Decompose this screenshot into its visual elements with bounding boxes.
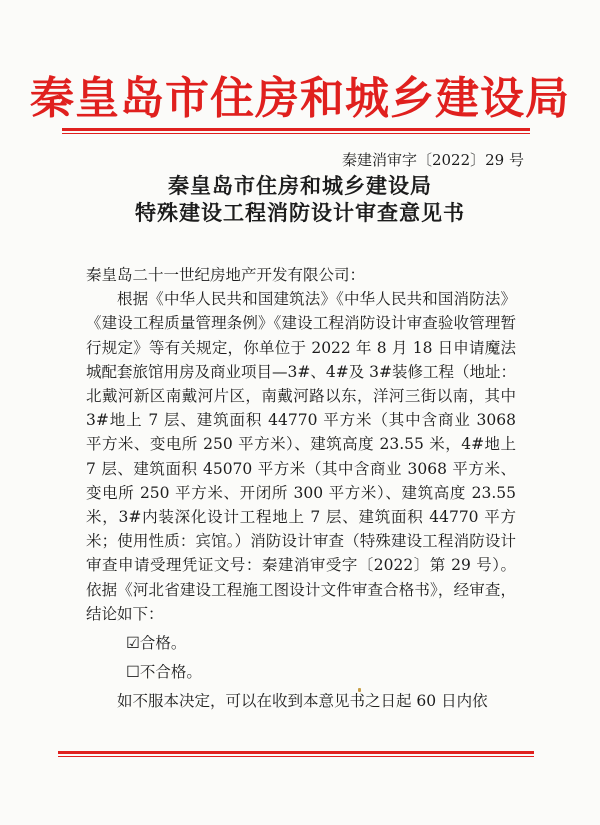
option-fail	[86, 660, 516, 684]
checked-box-icon: ☑	[126, 634, 140, 653]
footer-divider-thick	[58, 751, 534, 754]
body-paragraph: 根据《中华人民共和国建筑法》《中华人民共和国消防法》《建设工程质量管理条例》《建设工程消防设计审查验收管理暂行规定》等有关规定，你单位于 2022 年 8 月 18 日申请魔法城配套旅馆用房及商业项目—3#、4#及 3#装修工程（地址：北戴河新区南戴河片区，南戴河路以东，洋河三街以南，其中 3#地上 7 层、建筑面积 44770 平方米（其中含商业 3068 平方米、变电所 250 平方米）、建筑高度 23.55 米，4#地上 7 层、建筑面积 45070 平方米（其中含商业 3068 平方米、变电所 250 平方米、开闭所 300 平方米）、建筑高度 23.55 米，3#内装深化设计工程地上 7 层、建筑面积 44770 平方米；使用性质：宾馆。）消防设计审查（特殊建设工程消防设计审查申请受理凭证文号：秦建消审受字〔2022〕第 29 号）。依据《河北省建设工程施工图设计文件审查合格书》，经审查，结论如下：	[86, 290, 516, 623]
header-divider-thin	[62, 133, 530, 134]
option-pass-label: 合格。	[139, 634, 187, 653]
agency-header-title: 秦皇岛市住房和城乡建设局	[30, 73, 570, 124]
header-divider-thick	[62, 128, 530, 131]
document-number: 秦建消审字〔2022〕29 号	[341, 151, 524, 169]
unchecked-box-icon: ☐	[126, 663, 140, 682]
document-title-line2: 特殊建设工程消防设计审查意见书	[135, 200, 465, 225]
option-fail-label: 不合格。	[139, 663, 202, 682]
closing-line: 如不服本决定，可以在收到本意见书之日起 60 日内依	[117, 692, 488, 711]
footer-divider-thin	[58, 756, 534, 757]
document-title-line1: 秦皇岛市住房和城乡建设局	[168, 173, 432, 198]
salutation: 秦皇岛二十一世纪房地产开发有限公司：	[86, 266, 366, 284]
document-body	[86, 263, 516, 714]
option-pass	[86, 631, 516, 655]
scan-speck	[358, 688, 361, 692]
